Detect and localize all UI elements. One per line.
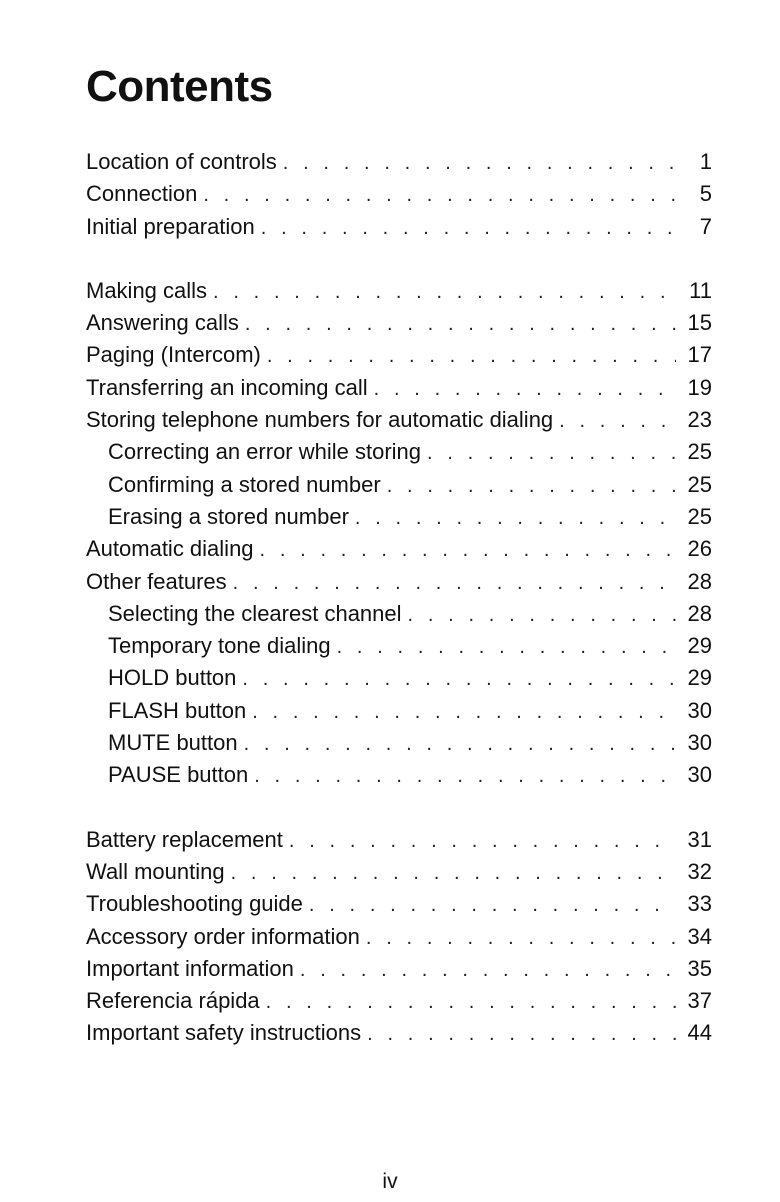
toc-entry-page: 31 — [687, 826, 712, 852]
toc-entry[interactable] — [86, 888, 712, 920]
toc-entry-page: 1 — [699, 149, 712, 174]
toc-entry-page: 15 — [687, 310, 712, 336]
dot-leader — [374, 373, 676, 405]
toc-entry[interactable] — [86, 339, 712, 371]
toc-entry[interactable] — [86, 307, 712, 339]
dot-leader — [355, 502, 676, 534]
toc-entry-label: Referencia rápida — [86, 988, 260, 1014]
toc-entry-label: Temporary tone dialing — [108, 633, 331, 659]
toc-entry-label: Accessory order information — [86, 923, 360, 949]
toc-subentry[interactable] — [86, 436, 712, 468]
toc-entry-label: Troubleshooting guide — [86, 891, 303, 917]
toc-entry[interactable] — [86, 921, 712, 953]
toc-entry-page: 5 — [699, 181, 712, 207]
toc-entry-page: 25 — [687, 471, 712, 497]
toc-entry-page: 19 — [687, 374, 712, 400]
dot-leader — [254, 760, 676, 792]
dot-leader — [242, 663, 676, 695]
toc-entry-label: Transferring an incoming call — [86, 374, 368, 400]
page-number: iv — [382, 1170, 398, 1193]
toc-entry[interactable] — [86, 1017, 712, 1049]
toc-entry-label: Connection — [86, 181, 198, 207]
dot-leader — [427, 437, 676, 469]
toc-entry-label: Important information — [86, 955, 294, 981]
dot-leader — [300, 954, 676, 986]
dot-leader — [367, 1018, 676, 1050]
toc-entry-page: 30 — [687, 697, 712, 723]
toc-entry-page: 30 — [687, 762, 712, 788]
toc-entry-page: 28 — [687, 600, 712, 626]
dot-leader — [252, 696, 676, 728]
toc-entry[interactable] — [86, 566, 712, 598]
toc-entry-label: Confirming a stored number — [108, 471, 381, 497]
dot-leader — [289, 825, 676, 857]
toc-entry-page: 32 — [687, 858, 712, 884]
dot-leader — [233, 567, 676, 599]
toc-entry-label: Selecting the clearest channel — [108, 600, 402, 626]
toc-entry[interactable] — [86, 824, 712, 856]
dot-leader — [261, 212, 676, 244]
toc-entry[interactable] — [86, 404, 712, 436]
toc-entry-page: 29 — [687, 633, 712, 659]
dot-leader — [309, 889, 676, 921]
toc-entry-label: FLASH button — [108, 697, 247, 723]
toc-entry-page: 23 — [687, 407, 712, 433]
toc-entry-page: 37 — [687, 988, 712, 1014]
page-title: Contents — [86, 62, 273, 111]
toc-subentry[interactable] — [86, 501, 712, 533]
toc-entry-page: 25 — [687, 439, 712, 465]
toc-entry[interactable] — [86, 953, 712, 985]
toc-group — [86, 275, 712, 792]
dot-leader — [244, 728, 676, 760]
dot-leader — [231, 857, 676, 889]
toc-subentry[interactable] — [86, 727, 712, 759]
toc-entry-label: Other features — [86, 568, 227, 594]
toc-entry-label: HOLD button — [108, 665, 237, 691]
dot-leader — [366, 922, 676, 954]
toc-entry-label: Correcting an error while storing — [108, 439, 422, 465]
toc-entry-label: Location of controls — [86, 149, 277, 174]
toc-entry-label: Important safety instructions — [86, 1020, 362, 1046]
toc-entry[interactable] — [86, 372, 712, 404]
toc-entry-label: Wall mounting — [86, 858, 225, 884]
toc-entry[interactable] — [86, 211, 712, 243]
toc-entry-page: 7 — [699, 213, 712, 239]
toc-entry-label: Paging (Intercom) — [86, 342, 261, 368]
dot-leader — [203, 179, 676, 211]
dot-leader — [387, 470, 676, 502]
toc-entry-label: Initial preparation — [86, 213, 255, 239]
toc-entry[interactable] — [86, 178, 712, 210]
dot-leader — [260, 534, 676, 566]
toc-entry[interactable] — [86, 275, 712, 307]
toc-entry-label: Automatic dialing — [86, 536, 254, 562]
dot-leader — [283, 147, 676, 179]
toc-subentry[interactable] — [86, 598, 712, 630]
dot-leader — [266, 986, 676, 1018]
toc-subentry[interactable] — [86, 759, 712, 791]
toc-entry[interactable] — [86, 533, 712, 565]
dot-leader — [245, 308, 676, 340]
toc-subentry[interactable] — [86, 469, 712, 501]
toc-entry-label: Making calls — [86, 277, 208, 303]
toc-entry-page: 35 — [687, 955, 712, 981]
toc-entry[interactable] — [86, 856, 712, 888]
toc-entry-page: 29 — [687, 665, 712, 691]
toc-group — [86, 146, 712, 243]
dot-leader — [267, 340, 676, 372]
dot-leader — [337, 631, 676, 663]
toc-subentry[interactable] — [86, 662, 712, 694]
dot-leader — [213, 276, 676, 308]
table-of-contents — [86, 146, 712, 1082]
toc-entry-page: 26 — [687, 536, 712, 562]
toc-entry-label: Answering calls — [86, 310, 239, 336]
toc-entry-label: PAUSE button — [108, 762, 249, 788]
toc-subentry[interactable] — [86, 695, 712, 727]
toc-entry[interactable] — [86, 146, 712, 178]
toc-entry-page: 34 — [687, 923, 712, 949]
toc-subentry[interactable] — [86, 630, 712, 662]
toc-entry-page: 28 — [687, 568, 712, 594]
toc-entry-page: 44 — [687, 1020, 712, 1046]
dot-leader — [408, 599, 676, 631]
toc-entry-label: Erasing a stored number — [108, 503, 349, 529]
toc-entry-page: 30 — [687, 730, 712, 756]
toc-entry-label: MUTE button — [108, 730, 238, 756]
toc-entry[interactable] — [86, 985, 712, 1017]
toc-entry-page: 33 — [687, 891, 712, 917]
toc-entry-page: 11 — [689, 277, 712, 303]
toc-entry-page: 17 — [687, 342, 712, 368]
toc-entry-label: Storing telephone numbers for automatic dialing — [86, 407, 554, 433]
toc-entry-page: 25 — [687, 503, 712, 529]
dot-leader — [559, 405, 676, 437]
toc-group — [86, 824, 712, 1050]
toc-entry-label: Battery replacement — [86, 826, 283, 852]
